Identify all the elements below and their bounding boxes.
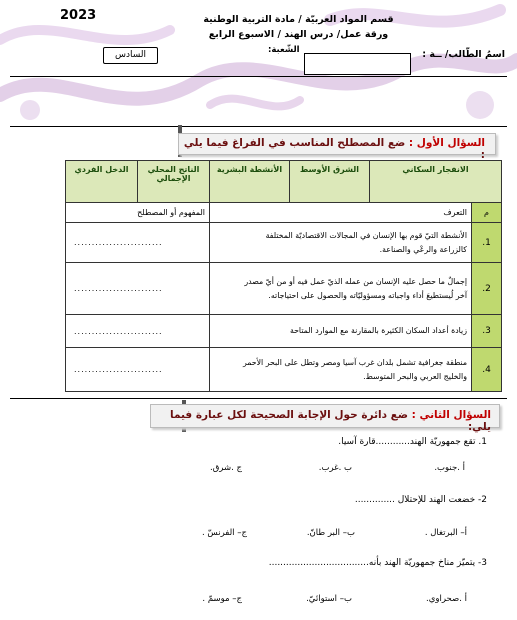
row-definition: إجمالٌ ما حصل عليه الإنسان من عمله الذيّ عمل فيه أو من أيّ مصدر آخر لُيستطيعَ أداء واجباته ومسؤوليّاته والحصول على احتياجاته. [210,263,472,315]
student-name-label: اسمُ الطّالب/ ــة : [422,49,505,60]
word-bank-item: الانفجار السكاني [370,161,502,203]
table-header-row [66,203,502,223]
row-definition: زيادة أعداد السكان الكثيرة بالمقارنة مع الموارد المتاحة [210,315,472,348]
grade-box: السادس [103,47,158,64]
mcq-option-c[interactable]: ج .شرق. [210,463,242,473]
answer-blank[interactable]: ......................... [66,263,210,315]
word-bank-item: الدخل الفردي [66,161,138,203]
q1-title [178,133,496,161]
mcq-option-a[interactable]: أ– البرتغال . [424,528,467,538]
word-bank-item: الناتج المحلي الإجمالي [138,161,210,203]
row-number: 1. [472,223,502,263]
mcq-question-3: 3- يتميّز مناخ جمهوريّة الهند بأنه................................... [268,558,487,568]
mcq-option-a[interactable]: أ .صحراوي. [426,594,467,604]
q2-title-lead: السؤال الثاني : [411,409,491,421]
row-definition: الأنشطة التيّ قوم بها الإنسان في المجالات الاقتصاديّة المختلفة كالزراعة والرعْي والصناعة. [210,223,472,263]
word-bank-item: الأنشطة البشرية [210,161,290,203]
year-label: 2023 [60,8,97,23]
mcq-option-c[interactable]: ج– موسمّ . [202,594,242,604]
mcq-question-1: 1. تقع جمهوريّة الهند............قارة آسيا. [338,437,487,447]
table-row [66,315,502,348]
q1-title-rest: ضع المصطلح المناسب في الفراغ فيما يلي : [183,137,485,161]
question-divider [10,398,507,399]
row-definition: منطقة جغرافية تشمل بلدان غرب آسيا ومصر وتطل على البحر الأحمر والخليج العربي والبحر المتوسط. [210,348,472,392]
mcq-option-b[interactable]: ب– البر طانّ. [306,528,355,538]
q1-title-lead: السؤال الأول : [408,137,485,149]
word-bank-row [66,161,502,203]
terms-table [65,160,502,392]
column-definition-header: التعرف [210,203,472,223]
mcq-option-c[interactable]: ج– الفرنسّ . [202,528,247,538]
worksheet-title: ورقة عمل/ درس الهند / الاسبوع الرابع [208,29,389,40]
department-title: قسم المواد العربيّة / مادة التربية الوطنية [203,14,394,25]
row-number: 3. [472,315,502,348]
mcq-question-2: 2- خضعت الهند للإحتلال .............. [354,495,487,505]
mcq-option-a[interactable]: أ .جنوب. [434,463,465,473]
column-term-header: المفهوم أو المصطلح [66,203,210,223]
division-label: الشّعبة: [268,45,300,55]
column-number-header: م [472,203,502,223]
word-bank-item: الشرق الأوسط [290,161,370,203]
answer-blank[interactable]: ......................... [66,223,210,263]
division-input-box[interactable] [304,53,411,75]
section-divider [10,126,507,127]
mcq-option-b[interactable]: ب .غرب. [318,463,352,473]
answer-blank[interactable]: ......................... [66,315,210,348]
table-row [66,263,502,315]
row-number: 2. [472,263,502,315]
q2-title-rest: ضع دائرة حول الإجابة الصحيحة لكل عبارة فيما يلي: [170,409,491,433]
table-row [66,223,502,263]
row-number: 4. [472,348,502,392]
mcq-option-b[interactable]: ب– استوائيّ. [306,594,352,604]
header-divider [10,76,507,77]
q2-title [150,404,500,433]
answer-blank[interactable]: ......................... [66,348,210,392]
table-row [66,348,502,392]
